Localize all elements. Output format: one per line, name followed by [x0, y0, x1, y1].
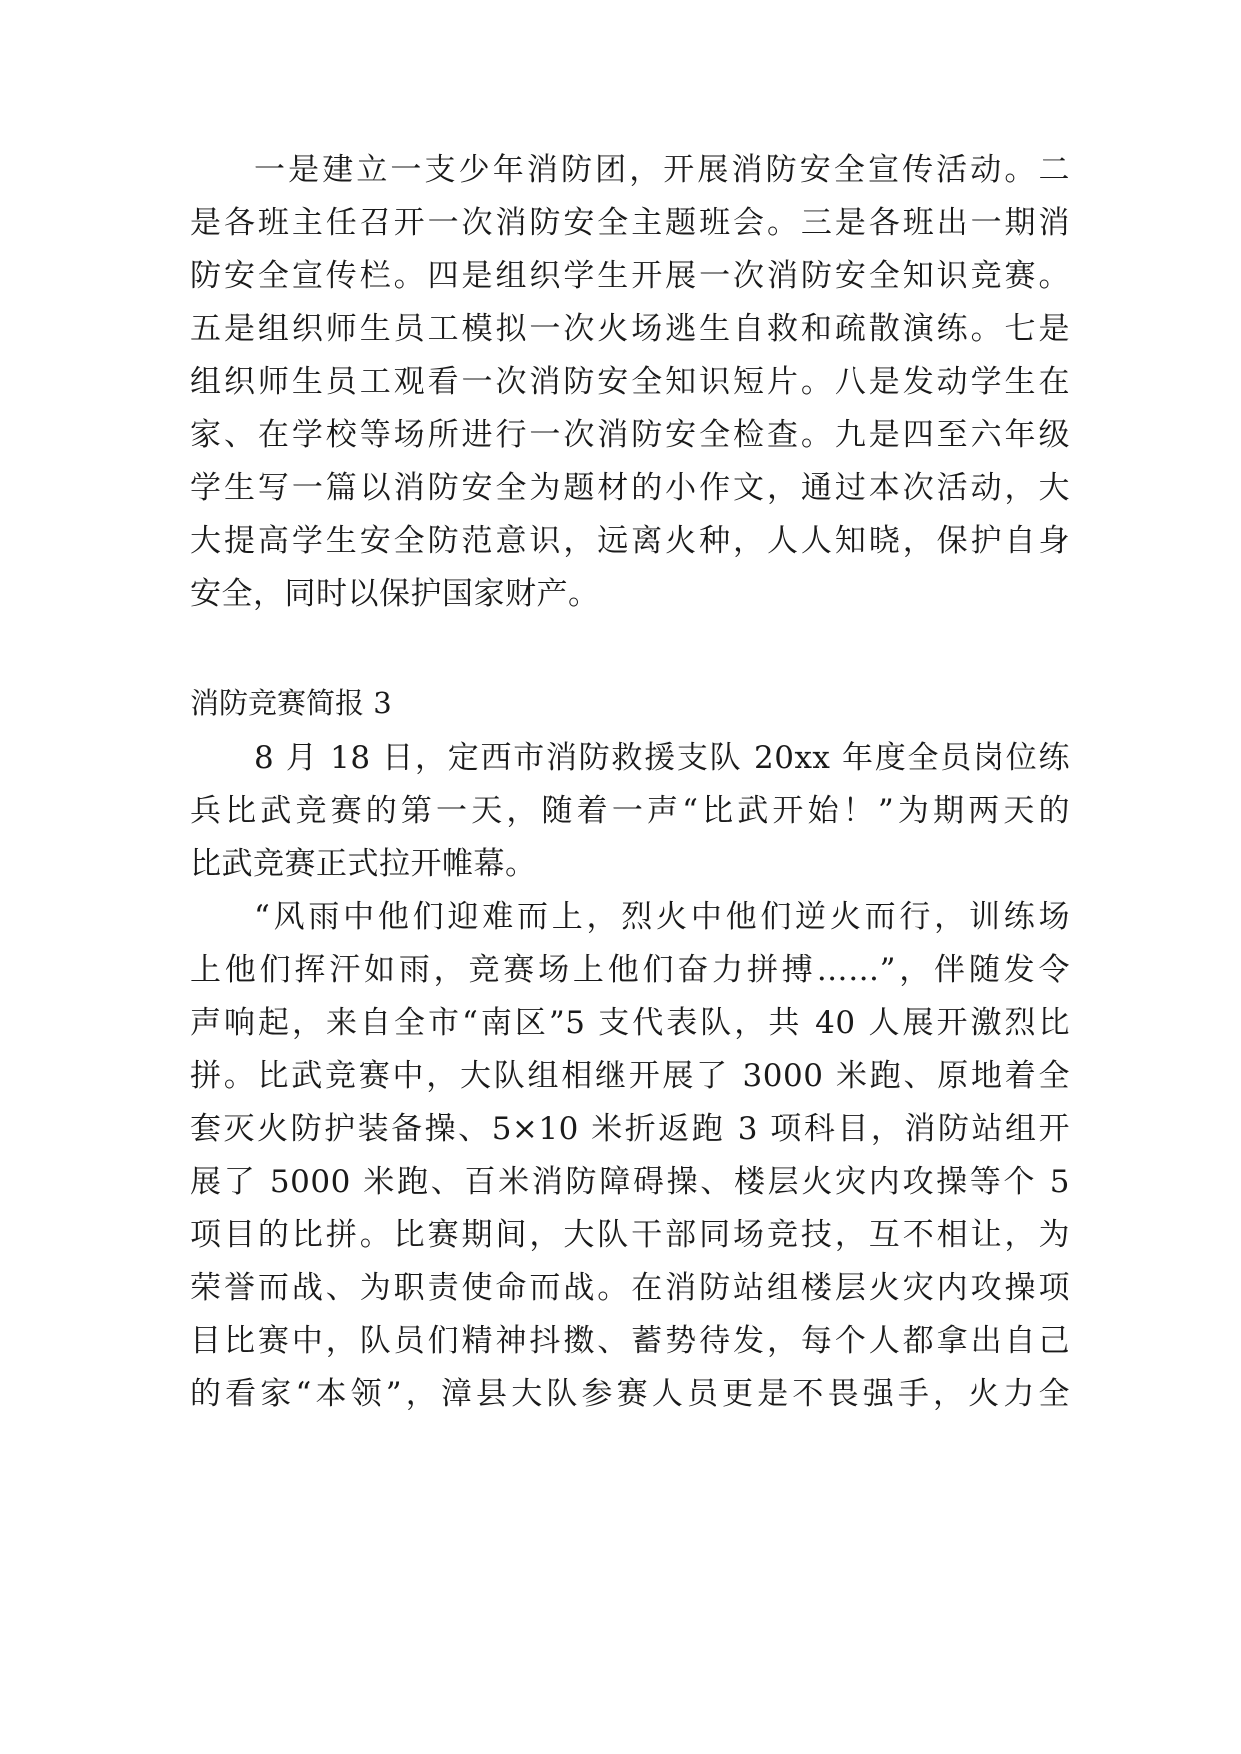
paragraph-2-line-1: 8 月 18 日，定西市消防救援支队 20xx 年度全员岗位练	[254, 740, 1070, 776]
paragraph-3-line-1: “风雨中他们迎难而上，烈火中他们逆火而行，训练场	[254, 899, 1070, 935]
paragraph-3-line-7: 项目的比拼。比赛期间，大队干部同场竞技，互不相让，为	[190, 1217, 1070, 1253]
paragraph-1-line-5: 组织师生员工观看一次消防安全知识短片。八是发动学生在	[190, 364, 1070, 400]
paragraph-3-line-2: 上他们挥汗如雨，竞赛场上他们奋力拼搏……”，伴随发令	[190, 952, 1070, 988]
paragraph-1-line-2: 是各班主任召开一次消防安全主题班会。三是各班出一期消	[190, 205, 1070, 241]
paragraph-3-line-3: 声响起，来自全市“南区”5 支代表队，共 40 人展开激烈比	[190, 1005, 1070, 1041]
paragraph-3-line-5: 套灭火防护装备操、5×10 米折返跑 3 项科目，消防站组开	[190, 1111, 1070, 1147]
section-title: 消防竞赛简报 3	[190, 686, 392, 720]
paragraph-2-line-2: 兵比武竞赛的第一天，随着一声“比武开始！”为期两天的	[190, 793, 1070, 829]
paragraph-1-line-9: 安全，同时以保护国家财产。	[190, 576, 600, 612]
paragraph-1-line-6: 家、在学校等场所进行一次消防安全检查。九是四至六年级	[190, 417, 1070, 453]
paragraph-1-line-7: 学生写一篇以消防安全为题材的小作文，通过本次活动，大	[190, 470, 1070, 506]
paragraph-1-line-1: 一是建立一支少年消防团，开展消防安全宣传活动。二	[254, 152, 1070, 188]
paragraph-2-line-3: 比武竞赛正式拉开帷幕。	[190, 846, 537, 882]
paragraph-1-line-4: 五是组织师生员工模拟一次火场逃生自救和疏散演练。七是	[190, 311, 1070, 347]
paragraph-3-line-6: 展了 5000 米跑、百米消防障碍操、楼层火灾内攻操等个 5	[190, 1164, 1070, 1200]
paragraph-3-line-4: 拼。比武竞赛中，大队组相继开展了 3000 米跑、原地着全	[190, 1058, 1070, 1094]
paragraph-3-line-8: 荣誉而战、为职责使命而战。在消防站组楼层火灾内攻操项	[190, 1270, 1070, 1306]
paragraph-1-line-3: 防安全宣传栏。四是组织学生开展一次消防安全知识竞赛。	[190, 258, 1070, 294]
paragraph-3-line-10: 的看家“本领”，漳县大队参赛人员更是不畏强手，火力全	[190, 1376, 1070, 1412]
paragraph-3-line-9: 目比赛中，队员们精神抖擞、蓄势待发，每个人都拿出自己	[190, 1323, 1070, 1359]
paragraph-1-line-8: 大提高学生安全防范意识，远离火种，人人知晓，保护自身	[190, 523, 1070, 559]
